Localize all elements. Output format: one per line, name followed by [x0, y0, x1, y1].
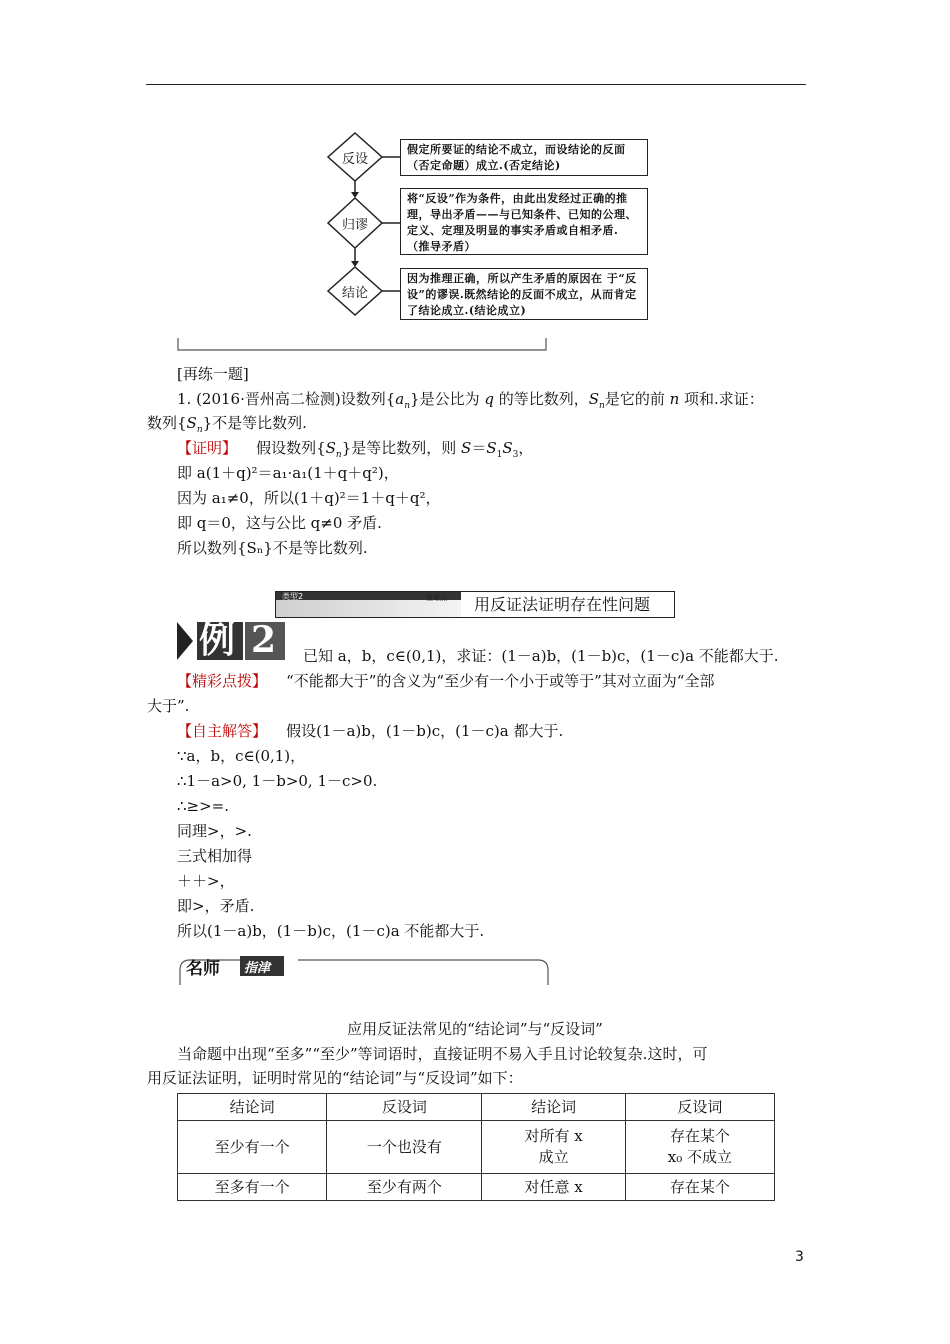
type-title: 用反证法证明存在性问题	[474, 595, 651, 614]
answer-line7: ＋＋>，	[177, 872, 235, 890]
example-mark-text: 例	[199, 619, 236, 661]
teacher-note-label: 名师	[186, 959, 220, 979]
example-stem: 已知 a，b，c∈(0,1)，求证：(1－a)b，(1－b)c，(1－c)a 不能都大于.	[303, 647, 779, 665]
answer-line4: ∴≥>=.	[177, 797, 230, 815]
teacher-note-title: 应用反证法常见的“结论词”与“反设词”	[347, 1020, 603, 1038]
header-rule	[146, 84, 806, 85]
teacher-note-paragraph1: 当命题中出现“至多”“至少”等词语时，直接证明不易入手且讨论较复杂.这时，可	[177, 1045, 708, 1063]
proof-line1: 【证明】 假设数列$\{S_n\}$是等比数列，则 $S=S_1S_3$，	[177, 439, 534, 460]
table-cell: 存在某个	[625, 1174, 774, 1201]
proof-line3: 因为 a₁≠0，所以(1＋q)²＝1＋q＋q²，	[177, 489, 441, 507]
words-table	[177, 1093, 775, 1201]
table-header-cell: 结论词	[178, 1094, 327, 1121]
answer-line1: 【自主解答】 假设(1－a)b，(1－b)c，(1－c)a 都大于.	[177, 722, 564, 740]
type-tag: 类型2	[282, 592, 304, 601]
table-row	[178, 1174, 775, 1201]
teacher-note-header	[178, 954, 550, 986]
table-cell: 至多有一个	[178, 1174, 327, 1201]
answer-line5: 同理>，>.	[177, 822, 252, 840]
proof-line2: 即 a(1＋q)²＝a₁·a₁(1＋q＋q²)，	[177, 464, 399, 482]
answer-line3: ∴1－a>0, 1－b>0, 1－c>0.	[177, 772, 378, 790]
flowchart-label-assume: 反设	[341, 152, 368, 167]
table-cell: 至少有一个	[178, 1121, 327, 1174]
table-cell: 一个也没有	[327, 1121, 482, 1174]
example-mark-number: 2	[251, 619, 277, 661]
answer-line6: 三式相加得	[177, 847, 253, 865]
section-bracket	[176, 336, 550, 354]
answer-line8: 即>，矛盾.	[177, 897, 255, 915]
table-cell: 至少有两个	[327, 1174, 482, 1201]
flowchart-box-contradiction: 将“反设”作为条件，由此出发经过正确的推理，导出矛盾——与已知条件、已知的公理、定义、定理及明显的事实矛盾或自相矛盾.（推导矛盾）	[400, 188, 648, 255]
practice-heading: [再练一题]	[177, 365, 249, 383]
practice-question-line2: 数列$\{S_n\}$不是等比数列.	[147, 414, 307, 435]
table-header-cell: 反设词	[327, 1094, 482, 1121]
flowchart-label-conclusion: 结论	[341, 286, 368, 301]
teacher-note-badge: 指津	[244, 961, 271, 976]
type-banner	[275, 591, 675, 618]
table-cell: 存在某个 x₀ 不成立	[625, 1121, 774, 1174]
flowchart-label-contradiction: 归谬	[341, 218, 368, 233]
teacher-note-paragraph2: 用反证法证明，证明时常见的“结论词”与“反设词”如下：	[147, 1069, 523, 1087]
answer-line9: 所以(1－a)b，(1－b)c，(1－c)a 不能都大于.	[177, 922, 485, 940]
example-mark	[177, 620, 287, 662]
teacher-note-frame	[178, 954, 550, 986]
answer-tag: 【自主解答】	[177, 722, 268, 740]
proof-line4: 即 q＝0，这与公比 q≠0 矛盾.	[177, 514, 382, 532]
hint-line2: 大于”.	[147, 697, 190, 715]
proof-tag: 【证明】	[177, 439, 238, 457]
table-row	[178, 1121, 775, 1174]
type-tag-key: 重难点	[426, 594, 447, 602]
hint-tag: 【精彩点拨】	[177, 672, 268, 690]
practice-question-line1: 1. (2016·晋州高二检测)设数列$\{a_n\}$是公比为 q 的等比数列，$S_n$是它的前 n 项和.求证：	[177, 390, 764, 411]
flowchart-box-conclusion: 因为推理正确，所以产生矛盾的原因在 于“反设”的谬误.既然结论的反面不成立，从而肯定了结论成立.(结论成立)	[400, 268, 648, 320]
table-header-row	[178, 1094, 775, 1121]
table-cell: 对任意 x	[482, 1174, 625, 1201]
table-header-cell: 反设词	[625, 1094, 774, 1121]
page-number: 3	[795, 1249, 804, 1265]
answer-line2: ∵a，b，c∈(0,1)，	[177, 747, 306, 765]
flowchart-box-assume: 假定所要证的结论不成立，而设结论的反面（否定命题）成立.(否定结论)	[400, 139, 648, 176]
table-cell: 对所有 x 成立	[482, 1121, 625, 1174]
hint-line1: 【精彩点拨】 “不能都大于”的含义为“至少有一个小于或等于”其对立面为“全部	[177, 672, 715, 690]
table-header-cell: 结论词	[482, 1094, 625, 1121]
proof-line5: 所以数列{Sₙ}不是等比数列.	[177, 539, 368, 557]
